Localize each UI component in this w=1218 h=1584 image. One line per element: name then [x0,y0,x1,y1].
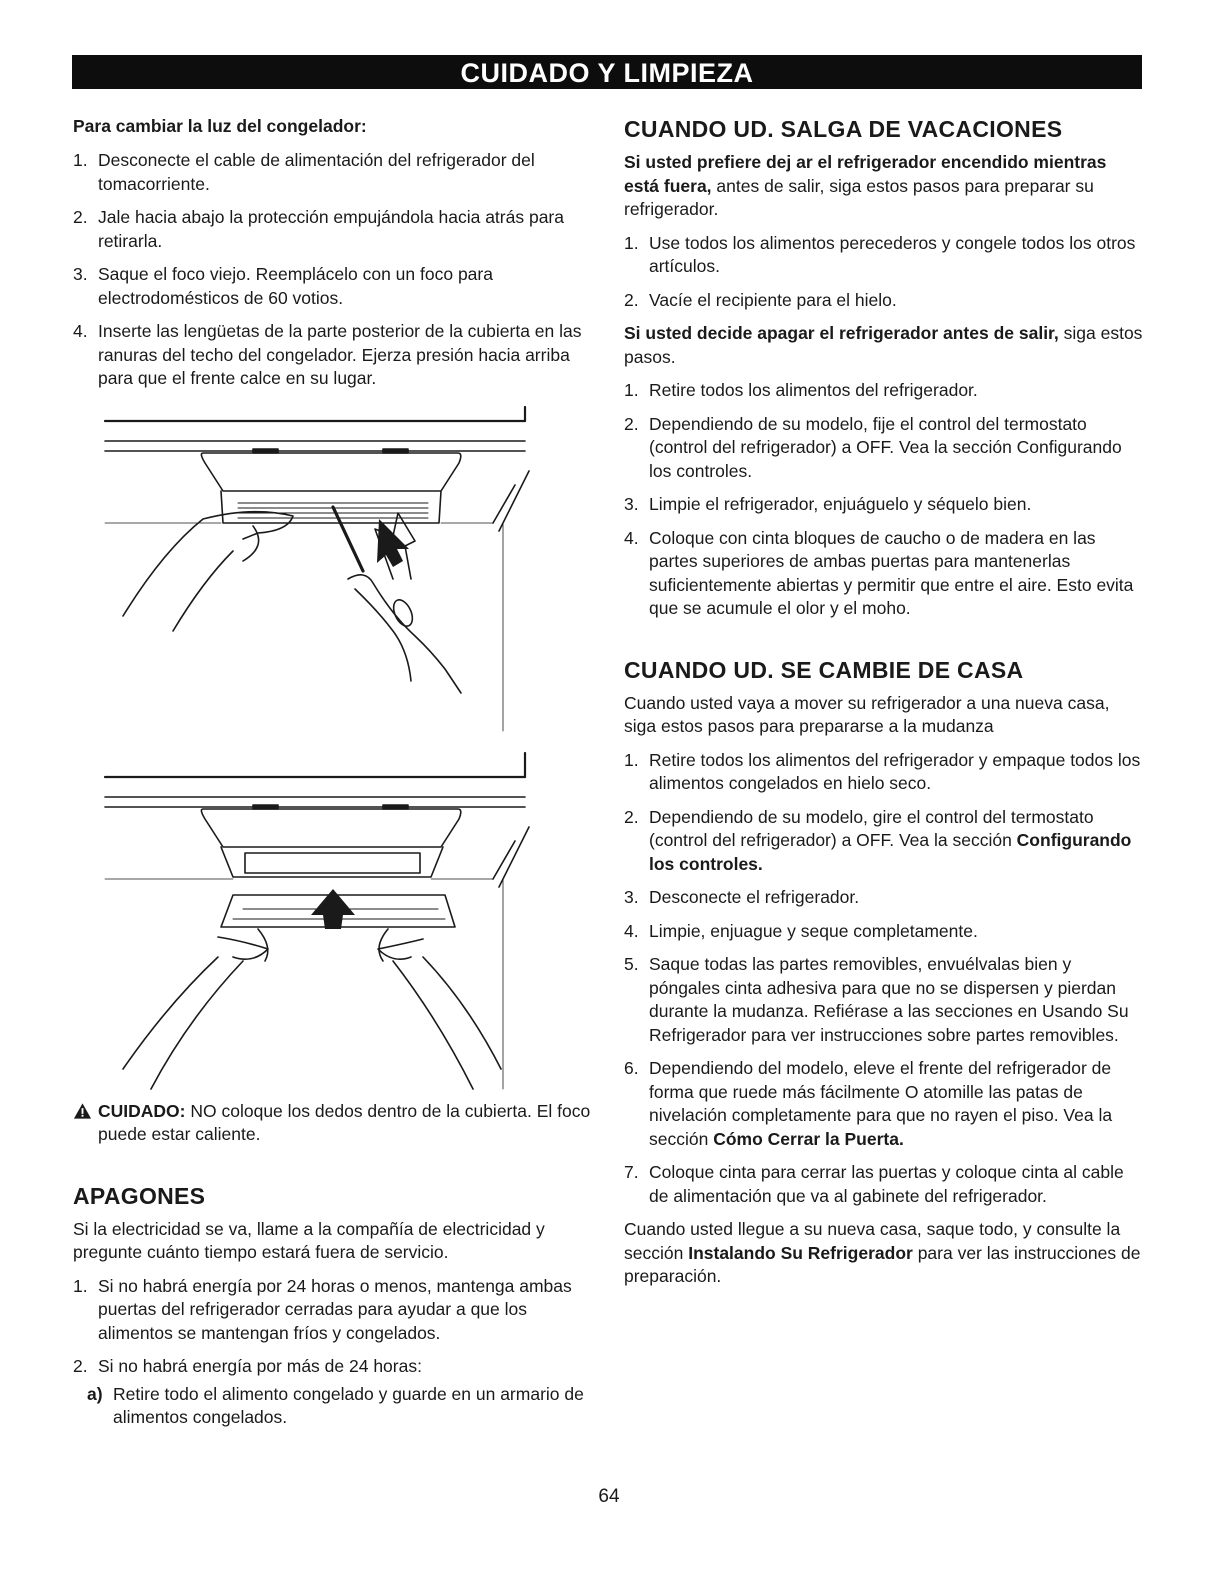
vacaciones-steps-2 [624,379,1144,621]
apagones-steps [73,1275,593,1379]
mudanza-steps [624,749,1144,1209]
list-item: 1. Desconecte el cable de alimentación del refrigerador del tomacorriente. [73,150,535,194]
vacaciones-steps-1 [624,232,1144,313]
mudanza-outro: Cuando usted llegue a su nueva casa, saque todo, y consulte la sección Instalando Su Refrigerador para ver las instrucciones de preparación. [624,1219,1141,1286]
caution-text: NO coloque los dedos dentro de la cubierta. El foco puede estar caliente. [98,1100,591,1144]
list-item: 3. Desconecte el refrigerador. [624,887,860,907]
list-item: 5. Saque todas las partes removibles, envuélvalas bien y póngales cinta adhesiva para que no se dispersen y pierdan durante la mudanza. Refiérase a las secciones en Usando Su Refrigerador para ver instrucciones sobre partes removibles. [624,954,1129,1045]
apagones-title: APAGONES [73,1182,206,1209]
section-banner: CUIDADO Y LIMPIEZA [72,55,1142,89]
caution-label: CUIDADO: [98,1100,186,1121]
list-item: 2. Si no habrá energía por más de 24 horas: [73,1356,422,1376]
caution-note [73,1100,593,1147]
list-item: 2. Dependiendo de su modelo, gire el control del termostato (control del refrigerador) a OFF. Vea la sección Configurando los controles. [624,806,1132,874]
list-item: 2. Dependiendo de su modelo, fije el control del termostato (control del refrigerador) a OFF. Vea la sección Configurando los controles. [624,413,1122,481]
remove-light-cover-illustration [93,401,563,741]
list-item: 4. Coloque con cinta bloques de caucho o de madera en las partes superiores de ambas puertas para mantenerlas suficientemente abiertas y permitir que entre el aire. Esto evita que se acumule el olor y el moho. [624,527,1134,618]
list-item: 6. Dependiendo del modelo, eleve el frente del refrigerador de forma que ruede más fácilmente O atomille las patas de nivelación completamente para que no rayen el piso. Vea la sección Cómo Cerrar la Puerta. [624,1058,1113,1149]
freezer-light-steps [73,149,593,391]
vacaciones-title: CUANDO UD. SALGA DE VACACIONES [624,116,1063,142]
list-item: 4. Limpie, enjuague y seque completamente. [624,920,978,941]
lower-light-cover-illustration [93,749,563,1094]
list-item: 1. Use todos los alimentos perecederos y congele todos los otros artículos. [624,232,1136,276]
vacaciones-intro-1: Si usted prefiere dej ar el refrigerador encendido mientras está fuera, antes de salir, siga estos pasos para preparar su refrigerador. [624,152,1107,219]
list-item: 1. Retire todos los alimentos del refrigerador. [624,380,978,400]
apagones-sub-item: a) Retire todo el alimento congelado y guarde en un armario de alimentos congelados. [87,1383,584,1427]
right-column [624,116,1144,1297]
list-item: 7. Coloque cinta para cerrar las puertas y coloque cinta al cable de alimentación que va al gabinete del refrigerador. [624,1162,1124,1206]
list-item: 2. Vacíe el recipiente para el hielo. [624,289,897,310]
left-column [73,116,593,1430]
list-item: 3. Saque el foco viejo. Reemplácelo con un foco para electrodomésticos de 60 votios. [73,264,493,308]
apagones-intro: Si la electricidad se va, llame a la compañía de electricidad y pregunte cuánto tiempo estará fuera de servicio. [73,1218,545,1262]
list-item: 4. Inserte las lengüetas de la parte posterior de la cubierta en las ranuras del techo del congelador. Ejerza presión hacia arriba para que el frente calce en su lugar. [73,321,582,388]
vacaciones-intro-2: Si usted decide apagar el refrigerador antes de salir, siga estos pasos. [624,323,1143,367]
mudanza-title: CUANDO UD. SE CAMBIE DE CASA [624,656,1024,683]
freezer-light-heading: Para cambiar la luz del congelador: [73,116,367,136]
page-number: 64 [598,1486,620,1507]
list-item: 2. Jale hacia abajo la protección empujándola hacia atrás para retirarla. [73,207,564,251]
mudanza-intro: Cuando usted vaya a mover su refrigerador a una nueva casa, siga estos pasos para prepararse a la mudanza [624,692,1110,736]
warning-icon [73,1102,92,1120]
list-item: 1. Retire todos los alimentos del refrigerador y empaque todos los alimentos congelados en hielo seco. [624,749,1141,793]
list-item: 1. Si no habrá energía por 24 horas o menos, mantenga ambas puertas del refrigerador cerradas para ayudar a que los alimentos se mantengan fríos y congelados. [73,1275,572,1343]
list-item: 3. Limpie el refrigerador, enjuáguelo y séquelo bien. [624,494,1032,514]
